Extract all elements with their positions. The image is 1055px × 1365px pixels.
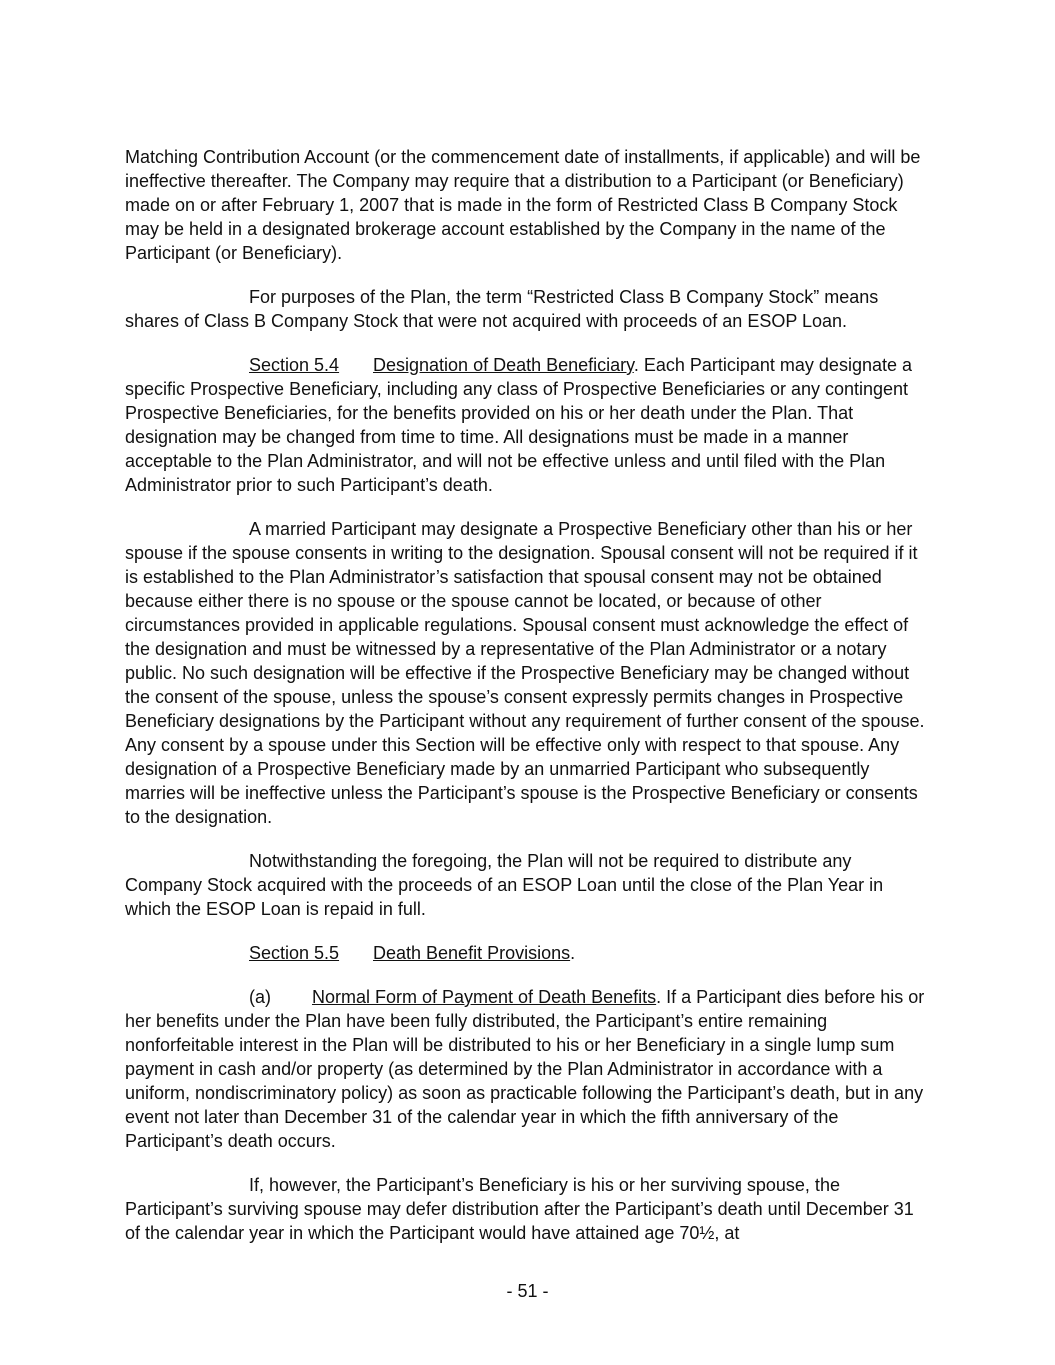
document-body xyxy=(125,145,925,1245)
section-title-punctuation: . xyxy=(570,943,576,963)
paragraph-spousal-consent: A married Participant may designate a Prospective Beneficiary other than his or her spouse if the spouse consents in writing to the designation. Spousal consent will not be required if it is established to the Plan Administrator’s satisfaction that spousal consent may not be obtained because either there is no spouse or the spouse cannot be located, or because of other circumstances provided in applicable regulations. Spousal consent must acknowledge the effect of the designation and must be witnessed by a representative of the Plan Administrator or a notary public. No such designation will be effective if the Prospective Beneficiary may be changed without the consent of the spouse, unless the spouse’s consent expressly permits changes in Prospective Beneficiary designations by the Participant without any requirement of further consent of the spouse. Any consent by a spouse under this Section will be effective only with respect to that spouse. Any designation of a Prospective Beneficiary made by an unmarried Participant who subsequently marries will be ineffective unless the Participant’s spouse is the Prospective Beneficiary or consents to the designation. xyxy=(125,519,925,827)
section-title-punctuation: . xyxy=(633,355,639,375)
subsection-title: Normal Form of Payment of Death Benefits xyxy=(312,987,657,1007)
subsection-a-paragraph xyxy=(125,985,925,1153)
paragraph-restricted-stock-definition: For purposes of the Plan, the term “Restricted Class B Company Stock” means shares of Class B Company Stock that were not acquired with proceeds of an ESOP Loan. xyxy=(125,287,879,331)
section-5-5-heading xyxy=(125,941,925,965)
section-title: Death Benefit Provisions xyxy=(373,943,571,963)
paragraph-esop-loan: Notwithstanding the foregoing, the Plan will not be required to distribute any Company Stock acquired with the proceeds of an ESOP Loan until the close of the Plan Year in which the ESOP Loan is repaid in full. xyxy=(125,851,884,919)
section-text: Each Participant may designate a specific Prospective Beneficiary, including any class of Prospective Beneficiaries or any contingent Prospective Beneficiaries, for the benefits provided on his or her death under the Plan. That designation may be changed from time to time. All designations must be made in a manner acceptable to the Plan Administrator, and will not be effective unless and until filed with the Plan Administrator prior to such Participant’s death. xyxy=(125,355,912,495)
subsection-text: If a Participant dies before his or her benefits under the Plan have been fully distributed, the Participant’s entire remaining nonforfeitable interest in the Plan will be distributed to his or her Beneficiary in a single lump sum payment in cash and/or property (as determined by the Plan Administrator in accordance with a uniform, nondiscriminatory policy) as soon as practicable following the Participant’s death, but in any event not later than December 31 of the calendar year in which the fifth anniversary of the Participant’s death occurs. xyxy=(125,987,925,1151)
paragraph-surviving-spouse: If, however, the Participant’s Beneficiary is his or her surviving spouse, the Participant’s surviving spouse may defer distribution after the Participant’s death until December 31 of the calendar year in which the Participant would have attained age 70½, at xyxy=(125,1175,914,1243)
paragraph-matching-contribution: Matching Contribution Account (or the commencement date of installments, if applicable) and will be ineffective thereafter. The Company may require that a distribution to a Participant (or Beneficiary) made on or after February 1, 2007 that is made in the form of Restricted Class B Company Stock may be held in a designated brokerage account established by the Company in the name of the Participant (or Beneficiary). xyxy=(125,147,921,263)
section-5-4-paragraph xyxy=(125,353,925,497)
page-number: - 51 - xyxy=(506,1281,549,1301)
section-title: Designation of Death Beneficiary xyxy=(373,355,634,375)
subsection-label: (a) xyxy=(249,987,271,1007)
section-number: Section 5.4 xyxy=(249,355,340,375)
subsection-title-punctuation: . xyxy=(656,987,662,1007)
section-number: Section 5.5 xyxy=(249,943,340,963)
